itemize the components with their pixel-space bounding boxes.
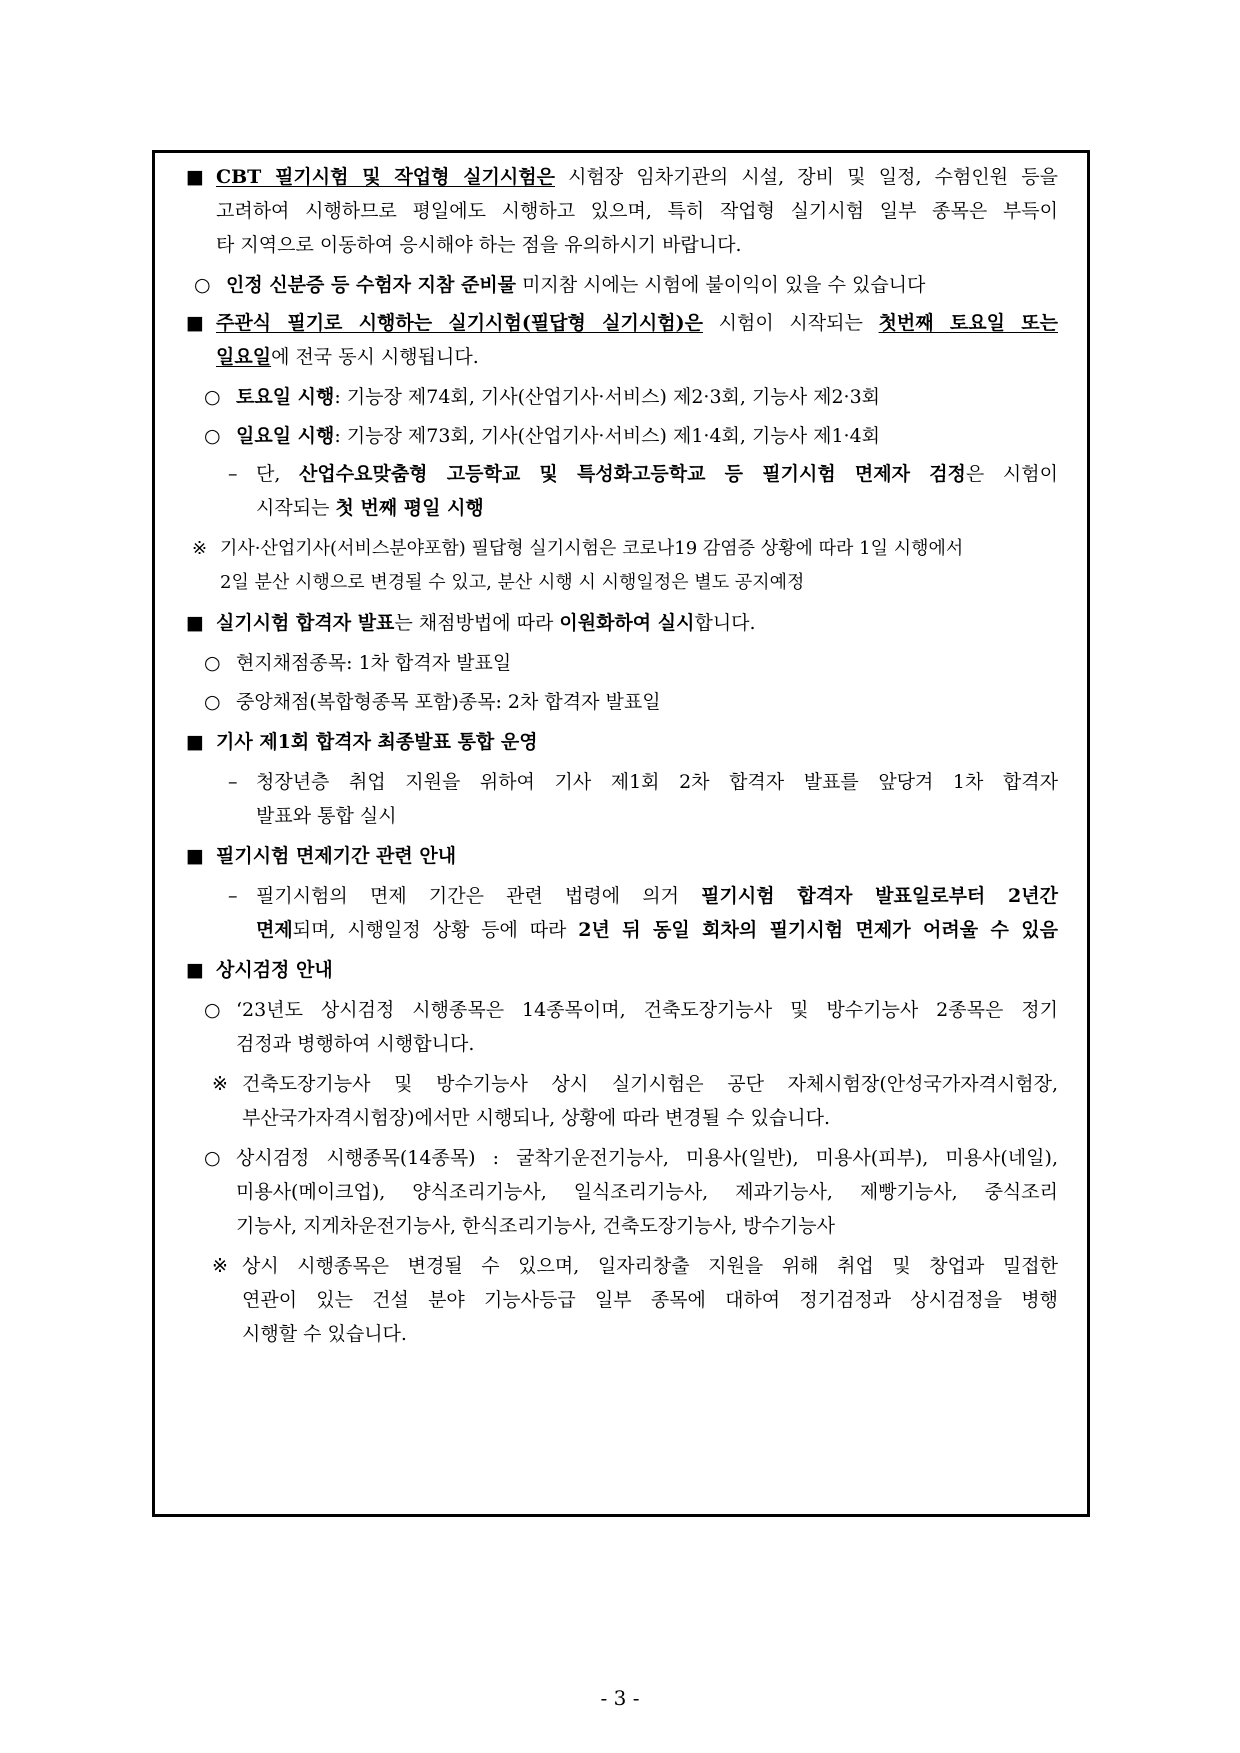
s6-a-line2: 검정과 병행하여 시행합니다. [236, 1033, 475, 1055]
s2-dash-line1: 단, 산업수요맞춤형 고등학교 및 특성화고등학교 등 필기시험 면제자 검정은 시험이 [256, 463, 1058, 485]
s6-n2-line2: 연관이 있는 건설 분야 기능사등급 일부 종목에 대하여 정기검정과 상시검정을 병행 [242, 1289, 1058, 1311]
s1-line1: CBT 필기시험 및 작업형 실기시험은 시험장 임차기관의 시설, 장비 및 일정, 수험인원 등을 [216, 166, 1058, 188]
s2-dash-line2: 시작되는 첫 번째 평일 시행 [256, 497, 484, 519]
s4-dash: – [228, 771, 238, 793]
s6-n2-mark: ※ [212, 1255, 228, 1277]
s3-bullet: ■ [186, 612, 204, 634]
s6-b-line1: 상시검정 시행종목(14종목) : 굴착기운전기능사, 미용사(일반), 미용사(피부), 미용사(네일), [236, 1147, 1058, 1169]
s5-dash: – [228, 885, 238, 907]
s6-n2-line1: 상시 시행종목은 변경될 수 있으며, 일자리창출 지원을 위해 취업 및 창업과 밀접한 [242, 1255, 1058, 1277]
s6-bullet: ■ [186, 959, 204, 981]
s6-heading: 상시검정 안내 [216, 959, 333, 981]
s2-sun-bullet: ○ [204, 425, 221, 447]
s5-line1: 필기시험의 면제 기간은 관련 법령에 의거 필기시험 합격자 발표일로부터 2년간 [256, 885, 1058, 907]
s4-bullet: ■ [186, 731, 204, 753]
s2-note-line1: 기사·산업기사(서비스분야포함) 필답형 실기시험은 코로나19 감염증 상황에 따라 1일 시행에서 [220, 538, 964, 559]
s2-note-line2: 2일 분산 시행으로 변경될 수 있고, 분산 시행 시 시행일정은 별도 공지예정 [220, 572, 805, 593]
s3-item2-bullet: ○ [204, 691, 221, 713]
s2-sat-bullet: ○ [204, 386, 221, 408]
s6-b-line2: 미용사(메이크업), 양식조리기능사, 일식조리기능사, 제과기능사, 제빵기능사, 중식조리 [236, 1181, 1058, 1203]
s5-line2: 면제되며, 시행일정 상황 등에 따라 2년 뒤 동일 회차의 필기시험 면제가 어려울 수 있음 [256, 919, 1058, 941]
page-number: - 3 - [600, 1686, 640, 1710]
s2-dash: – [228, 463, 238, 485]
s3-item1: 현지채점종목: 1차 합격자 발표일 [236, 652, 512, 674]
s6-n1-line2: 부산국가자격시험장)에서만 시행되나, 상황에 따라 변경될 수 있습니다. [242, 1107, 830, 1129]
s3-item2: 중앙채점(복합형종목 포함)종목: 2차 합격자 발표일 [236, 691, 661, 713]
s4-heading: 기사 제1회 합격자 최종발표 통합 운영 [216, 731, 538, 753]
s1-line2: 고려하여 시행하므로 평일에도 시행하고 있으며, 특히 작업형 실기시험 일부 종목은 부득이 [216, 200, 1058, 222]
s6-n2-line3: 시행할 수 있습니다. [242, 1323, 407, 1345]
s6-n1-mark: ※ [212, 1073, 228, 1095]
s3-item1-bullet: ○ [204, 652, 221, 674]
s3-heading: 실기시험 합격자 발표는 채점방법에 따라 이원화하여 실시합니다. [216, 612, 756, 634]
s1a-bullet: ○ [194, 274, 211, 296]
s6-b-line3: 기능사, 지게차운전기능사, 한식조리기능사, 건축도장기능사, 방수기능사 [236, 1215, 835, 1237]
s1-bullet: ■ [186, 166, 204, 188]
s2-bullet: ■ [186, 312, 204, 334]
s6-b-bullet: ○ [204, 1147, 221, 1169]
s4-line2: 발표와 통합 실시 [256, 805, 397, 827]
s2-note-mark: ※ [192, 538, 208, 559]
s1-line3: 타 지역으로 이동하여 응시해야 하는 점을 유의하시기 바랍니다. [216, 234, 742, 256]
s6-n1-line1: 건축도장기능사 및 방수기능사 상시 실기시험은 공단 자체시험장(안성국가자격시험장, [242, 1073, 1058, 1095]
s2-line2: 일요일에 전국 동시 시행됩니다. [216, 346, 479, 368]
s6-a-line1: ‘23년도 상시검정 시행종목은 14종목이며, 건축도장기능사 및 방수기능사 2종목은 정기 [236, 999, 1058, 1021]
s5-bullet: ■ [186, 845, 204, 867]
s2-line1: 주관식 필기로 시행하는 실기시험(필답형 실기시험)은 시험이 시작되는 첫번째 토요일 또는 [216, 312, 1058, 334]
s5-heading: 필기시험 면제기간 관련 안내 [216, 845, 457, 867]
s6-a-bullet: ○ [204, 999, 221, 1021]
s2-saturday: 토요일 시행: 기능장 제74회, 기사(산업기사·서비스) 제2·3회, 기능사 제2·3회 [236, 386, 881, 408]
s1a-text: 인정 신분증 등 수험자 지참 준비물 미지참 시에는 시험에 불이익이 있을 수 있습니다 [226, 274, 926, 296]
s2-sunday: 일요일 시행: 기능장 제73회, 기사(산업기사·서비스) 제1·4회, 기능사 제1·4회 [236, 425, 881, 447]
s4-line1: 청장년층 취업 지원을 위하여 기사 제1회 2차 합격자 발표를 앞당겨 1차 합격자 [256, 771, 1058, 793]
